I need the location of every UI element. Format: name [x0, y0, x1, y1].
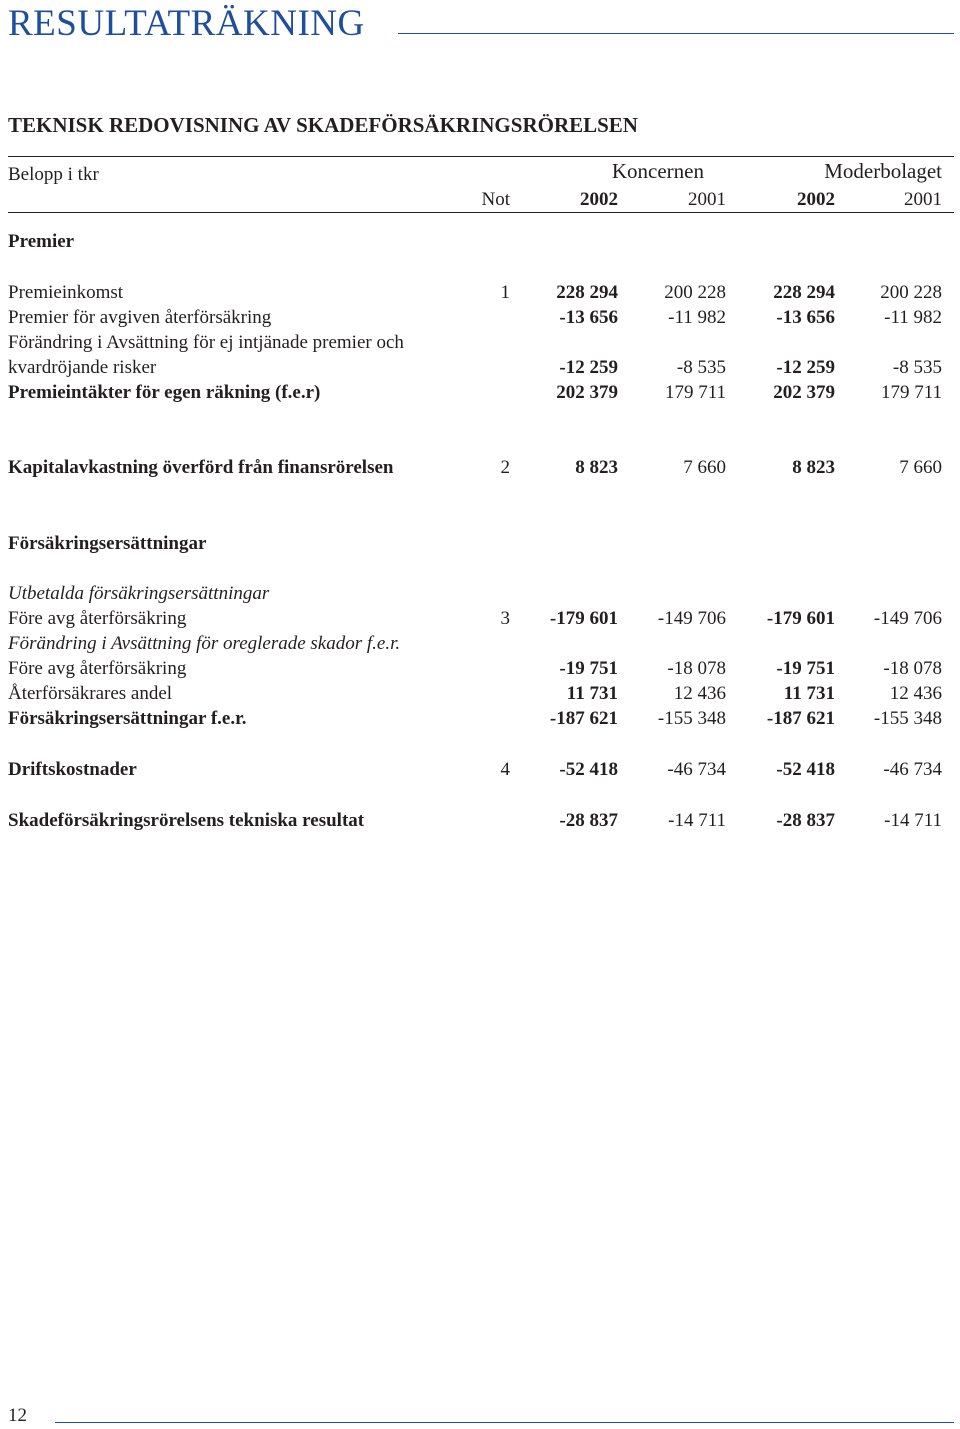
value-koncernen-2002: 8 823	[575, 457, 618, 478]
section-heading: TEKNISK REDOVISNING AV SKADEFÖRSÄKRINGSRÖRELSEN	[8, 113, 638, 137]
value-koncernen-2001: 200 228	[664, 282, 726, 303]
row-label: Försäkringsersättningar f.e.r.	[8, 708, 247, 729]
page-number: 12	[8, 1405, 27, 1426]
table-row	[0, 381, 960, 405]
value-moderbolaget-2002: -179 601	[766, 608, 835, 629]
footer-rule	[55, 1422, 954, 1423]
value-koncernen-2001: 7 660	[683, 457, 726, 478]
unit-label: Belopp i tkr	[8, 164, 99, 185]
value-moderbolaget-2001: 12 436	[889, 683, 942, 704]
value-koncernen-2001: -155 348	[657, 708, 726, 729]
value-koncernen-2002: -28 837	[559, 810, 618, 831]
table-row	[0, 281, 960, 305]
header-rule-bottom	[8, 212, 954, 213]
column-header-moderbolaget-2001: 2001	[904, 189, 942, 210]
value-moderbolaget-2002: -13 656	[776, 307, 835, 328]
table-row	[0, 230, 960, 254]
value-koncernen-2002: -12 259	[559, 357, 618, 378]
value-moderbolaget-2002: -19 751	[776, 658, 835, 679]
column-header-not: Not	[481, 189, 510, 210]
value-moderbolaget-2001: 200 228	[880, 282, 942, 303]
value-koncernen-2002: -52 418	[559, 759, 618, 780]
table-row	[0, 582, 960, 606]
note-number: 3	[500, 608, 510, 629]
value-koncernen-2001: -149 706	[657, 608, 726, 629]
value-koncernen-2001: -8 535	[676, 357, 726, 378]
row-label: Förändring i Avsättning för oreglerade skador f.e.r.	[8, 633, 401, 654]
row-label: Premieinkomst	[8, 282, 124, 303]
value-moderbolaget-2002: -52 418	[776, 759, 835, 780]
row-label: Före avg återförsäkring	[8, 608, 187, 629]
note-number: 4	[500, 759, 510, 780]
row-label: Driftskostnader	[8, 759, 137, 780]
value-koncernen-2002: -179 601	[549, 608, 618, 629]
row-label: Premier	[8, 231, 75, 252]
table-row	[0, 356, 960, 380]
row-label: Försäkringsersättningar	[8, 533, 207, 554]
value-koncernen-2001: -46 734	[667, 759, 726, 780]
table-row	[0, 657, 960, 681]
title-rule	[398, 33, 954, 34]
value-moderbolaget-2002: 202 379	[773, 382, 835, 403]
table-row	[0, 607, 960, 631]
value-koncernen-2002: -13 656	[559, 307, 618, 328]
value-koncernen-2001: 179 711	[664, 382, 726, 403]
value-moderbolaget-2001: -11 982	[884, 307, 942, 328]
value-koncernen-2001: 12 436	[673, 683, 726, 704]
value-moderbolaget-2002: -12 259	[776, 357, 835, 378]
value-moderbolaget-2001: -14 711	[884, 810, 942, 831]
table-row	[0, 632, 960, 656]
table-row	[0, 682, 960, 706]
row-label: Premieintäkter för egen räkning (f.e.r)	[8, 382, 321, 403]
value-moderbolaget-2001: 179 711	[880, 382, 942, 403]
value-moderbolaget-2001: -149 706	[873, 608, 942, 629]
row-label: Före avg återförsäkring	[8, 658, 187, 679]
value-koncernen-2001: -11 982	[668, 307, 726, 328]
table-row	[0, 532, 960, 556]
value-koncernen-2002: 228 294	[556, 282, 618, 303]
column-header-koncernen-2001: 2001	[688, 189, 726, 210]
row-label: Återförsäkrares andel	[8, 683, 173, 704]
row-label: Premier för avgiven återförsäkring	[8, 307, 272, 328]
value-moderbolaget-2002: 11 731	[783, 683, 835, 704]
value-koncernen-2001: -14 711	[668, 810, 726, 831]
value-moderbolaget-2002: 228 294	[773, 282, 835, 303]
value-moderbolaget-2002: 8 823	[792, 457, 835, 478]
table-row	[0, 331, 960, 355]
row-label: Kapitalavkastning överförd från finansrörelsen	[8, 457, 394, 478]
table-row	[0, 306, 960, 330]
value-koncernen-2001: -18 078	[667, 658, 726, 679]
value-moderbolaget-2001: -18 078	[883, 658, 942, 679]
value-koncernen-2002: -19 751	[559, 658, 618, 679]
value-moderbolaget-2001: -155 348	[873, 708, 942, 729]
value-moderbolaget-2001: 7 660	[899, 457, 942, 478]
table-row	[0, 758, 960, 782]
note-number: 1	[500, 282, 510, 303]
row-label: Förändring i Avsättning för ej intjänade premier och	[8, 332, 404, 353]
note-number: 2	[500, 457, 510, 478]
row-label: kvardröjande risker	[8, 357, 157, 378]
row-label: Skadeförsäkringsrörelsens tekniska resultat	[8, 810, 365, 831]
value-koncernen-2002: -187 621	[549, 708, 618, 729]
value-moderbolaget-2001: -46 734	[883, 759, 942, 780]
group-header-moderbolaget: Moderbolaget	[824, 159, 942, 183]
row-label: Utbetalda försäkringsersättningar	[8, 583, 270, 604]
table-row	[0, 707, 960, 731]
value-moderbolaget-2002: -187 621	[766, 708, 835, 729]
value-moderbolaget-2002: -28 837	[776, 810, 835, 831]
column-header-koncernen-2002: 2002	[580, 189, 618, 210]
value-moderbolaget-2001: -8 535	[892, 357, 942, 378]
value-koncernen-2002: 202 379	[556, 382, 618, 403]
column-header-moderbolaget-2002: 2002	[797, 189, 835, 210]
table-row	[0, 456, 960, 480]
value-koncernen-2002: 11 731	[566, 683, 618, 704]
group-header-koncernen: Koncernen	[611, 159, 704, 183]
table-row	[0, 809, 960, 833]
page-title: RESULTATRÄKNING	[8, 3, 365, 44]
header-rule-top	[8, 156, 954, 157]
